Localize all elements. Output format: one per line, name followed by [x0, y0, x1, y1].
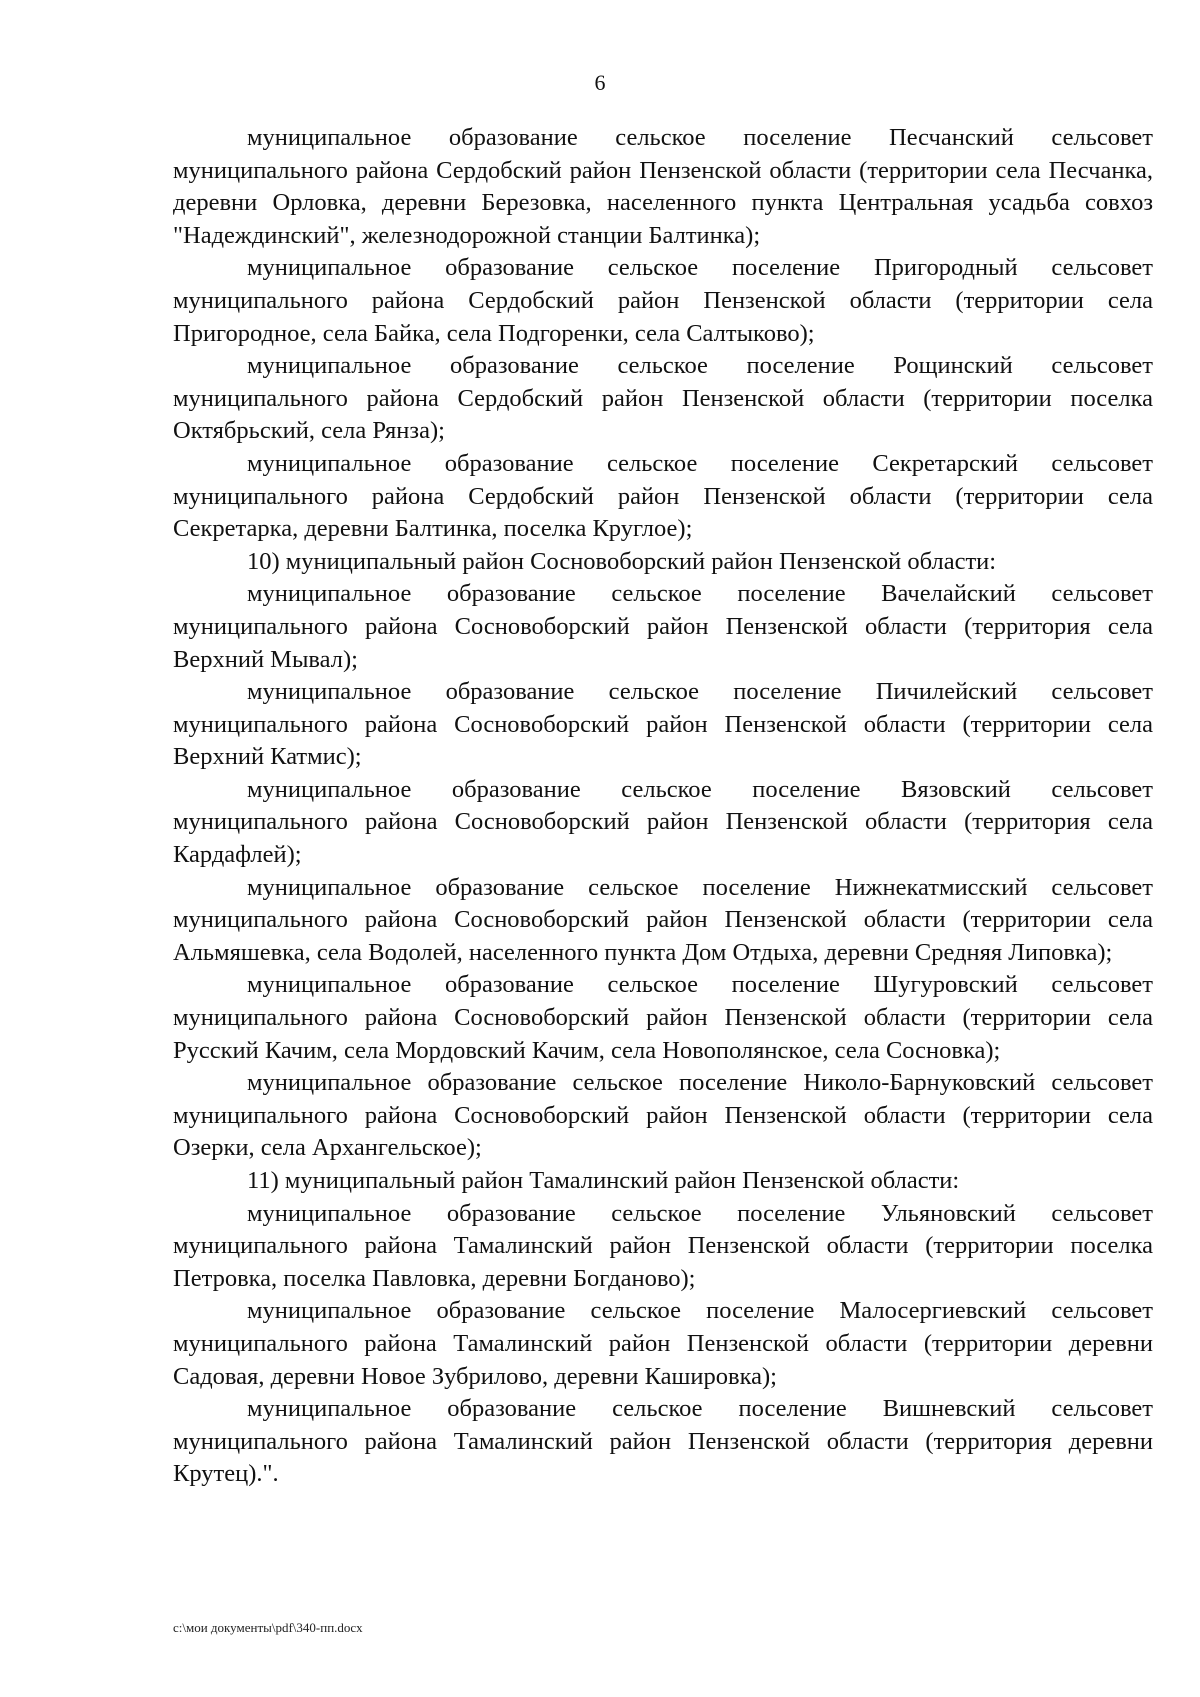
paragraph-nizhnekatmissky: муниципальное образование сельское поселение Нижнекатмисский сельсовет муниципального района Сосновоборский район Пензенской области (территории села Альмяшевка, села Водолей, населенного пункта Дом Отдыха, деревни Средняя Липовка);: [173, 873, 1153, 966]
paragraph-peschansky: муниципальное образование сельское поселение Песчанский сельсовет муниципального района Сердобский район Пензенской области (территории села Песчанка, деревни Орловка, деревни Березовка, населенного пункта Центральная усадьба совхоз "Надеждинский", железнодорожной станции Балтинка);: [173, 124, 1153, 249]
paragraph-vishnevsky: муниципальное образование сельское поселение Вишневский сельсовет муниципального района Тамалинский район Пензенской области (территория деревни Крутец).".: [173, 1395, 1153, 1488]
paragraph-roshchinsky: муниципальное образование сельское поселение Рощинский сельсовет муниципального района Сердобский район Пензенской области (территории поселка Октябрьский, села Рянза);: [173, 352, 1153, 445]
heading-tamalinsky-district: 11) муниципальный район Тамалинский район Пензенской области:: [247, 1167, 960, 1194]
footer-file-path: c:\мои документы\pdf\340-пп.docx: [173, 1620, 363, 1635]
paragraph-sekretarsky: муниципальное образование сельское поселение Секретарский сельсовет муниципального района Сердобский район Пензенской области (территории села Секретарка, деревни Балтинка, поселка Круглое);: [173, 449, 1153, 543]
paragraph-ulyanovsky: муниципальное образование сельское поселение Ульяновский сельсовет муниципального района Тамалинский район Пензенской области (территории поселка Петровка, поселка Павловка, деревни Богданово);: [173, 1199, 1153, 1292]
paragraph-vyazovsky: муниципальное образование сельское поселение Вязовский сельсовет муниципального района Сосновоборский район Пензенской области (территория села Кардафлей);: [173, 775, 1153, 869]
page-number: 6: [594, 70, 606, 95]
document-body: [173, 122, 1153, 1491]
paragraph-vachelaysky: муниципальное образование сельское поселение Вачелайский сельсовет муниципального района Сосновоборский район Пензенской области (территория села Верхний Мывал);: [173, 580, 1153, 673]
heading-sosnovoborsky-district: 10) муниципальный район Сосновоборский район Пензенской области:: [247, 547, 997, 575]
paragraph-prigorodny: муниципальное образование сельское поселение Пригородный сельсовет муниципального района Сердобский район Пензенской области (территории села Пригородное, села Байка, села Подгоренки, села Салтыково);: [173, 254, 1153, 347]
paragraph-shugurovsky: муниципальное образование сельское поселение Шугуровский сельсовет муниципального района Сосновоборский район Пензенской области (территории села Русский Качим, села Мордовский Качим, села Новополянское, села Сосновка);: [173, 971, 1153, 1064]
paragraph-malosergievsky: муниципальное образование сельское поселение Малосергиевский сельсовет муниципального района Тамалинский район Пензенской области (территории деревни Садовая, деревни Новое Зубрилово, деревни Кашировка);: [173, 1297, 1153, 1390]
paragraph-nikolo-barnukovsky: муниципальное образование сельское поселение Николо-Барнуковский сельсовет муниципального района Сосновоборский район Пензенской области (территории села Озерки, села Архангельское);: [173, 1069, 1153, 1162]
paragraph-pichileysky: муниципальное образование сельское поселение Пичилейский сельсовет муниципального района Сосновоборский район Пензенской области (территории села Верхний Катмис);: [173, 678, 1153, 771]
